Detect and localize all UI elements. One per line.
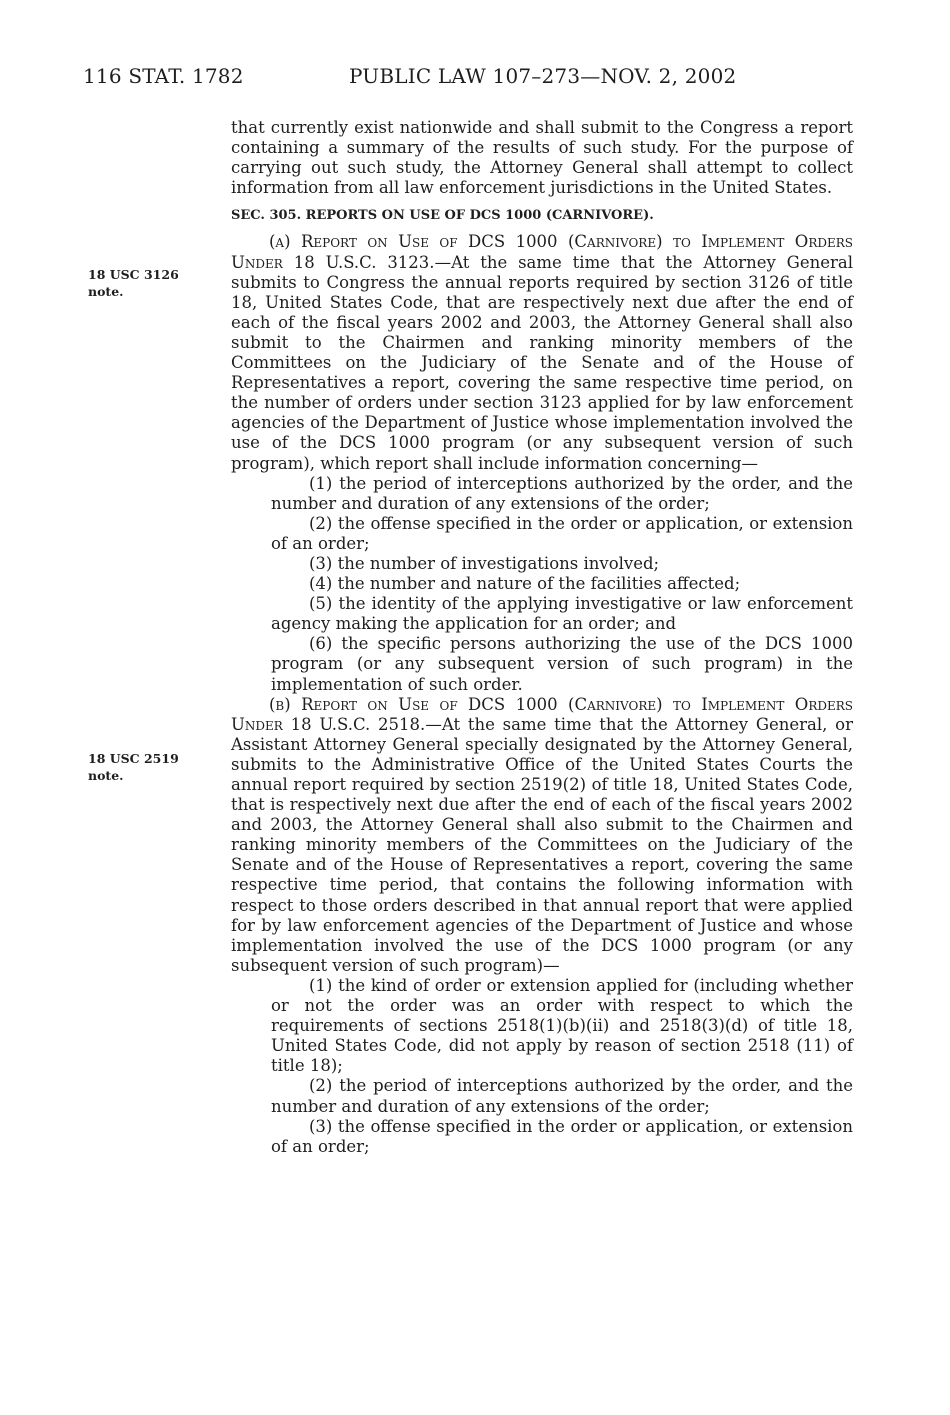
subsection-a xyxy=(231,232,853,473)
margin-note-3126 xyxy=(88,266,218,300)
subsection-b xyxy=(231,695,853,976)
list-item: (4) the number and nature of the facilities affected; xyxy=(309,574,741,594)
subsection-b-text: —At the same time that the Attorney General, or Assistant Attorney General specially designated by the Attorney General, submits to the Administrative Office of the United States Courts the annual report required by section 2519(2) of title 18, United States Code, that is respectively next due after the end of each of the fiscal years 2002 and 2003, the Attorney General shall also submit to the Chairmen and ranking minority members of the Committees on the Judiciary of the Senate and of the House of Representatives a report, covering the same respective time period, that contains the following information with respect to those orders described in that annual report that were applied for by law enforcement agencies of the Department of Justice and whose implementation involved the use of the DCS 1000 program (or any subsequent version of such program)— xyxy=(231,714,854,975)
subsection-a-text: —At the same time that the Attorney General submits to Congress the annual reports required by section 3126 of title 18, United States Code, that are respectively next due after the end of each of the fiscal years 2002 and 2003, the Attorney General shall also submit to the Chairmen and ranking minority members of the Committees on the Judiciary of the Senate and of the House of Representatives a report, covering the same respective time period, on the number of orders under section 3123 applied for by law enforcement agencies of the Department of Justice whose implementation involved the use of the DCS 1000 program (or any subsequent version of such program), which report shall include information concerning— xyxy=(231,252,853,473)
statute-page-ref: 116 STAT. 1782 xyxy=(83,64,244,88)
margin-note-2519 xyxy=(88,750,218,784)
margin-note-citation: 18 USC 2519 xyxy=(88,751,179,766)
subsection-a-heading: (a) Report on Use of DCS 1000 (Carnivore) to Implement Orders Under 18 U.S.C. 3123. xyxy=(231,232,853,272)
document-body xyxy=(231,118,853,1157)
margin-note-label: note. xyxy=(88,284,124,299)
list-item: (2) the period of interceptions authorized by the order, and the number and duration of any extensions of the order; xyxy=(271,1076,853,1116)
margin-note-citation: 18 USC 3126 xyxy=(88,267,179,282)
section-heading: SEC. 305. REPORTS ON USE OF DCS 1000 (CARNIVORE). xyxy=(231,208,654,224)
margin-note-label: note. xyxy=(88,768,124,783)
public-law-title: PUBLIC LAW 107–273—NOV. 2, 2002 xyxy=(349,64,737,88)
list-item: (1) the kind of order or extension applied for (including whether or not the order was an order with respect to which the requirements of sections 2518(1)(b)(ii) and 2518(3)(d) of title 18, United States Code, did not apply by reason of section 2518 (11) of title 18); xyxy=(271,975,853,1076)
list-item: (1) the period of interceptions authorized by the order, and the number and duration of any extensions of the order; xyxy=(271,473,853,513)
list-item: (6) the specific persons authorizing the use of the DCS 1000 program (or any subsequent version of such program) in the implementation of such order. xyxy=(271,634,853,694)
list-item: (5) the identity of the applying investigative or law enforcement agency making the application for an order; and xyxy=(271,594,853,634)
list-item: (3) the offense specified in the order or application, or extension of an order; xyxy=(271,1116,853,1156)
list-item: (3) the number of investigations involved; xyxy=(309,553,660,573)
subsection-b-heading: (b) Report on Use of DCS 1000 (Carnivore) to Implement Orders Under 18 U.S.C. 2518. xyxy=(231,694,853,734)
intro-paragraph: that currently exist nationwide and shall submit to the Congress a report containing a summary of the results of such study. For the purpose of carrying out such study, the Attorney General shall attempt to collect information from all law enforcement jurisdictions in the United States. xyxy=(231,118,853,198)
list-item: (2) the offense specified in the order or application, or extension of an order; xyxy=(271,513,853,553)
